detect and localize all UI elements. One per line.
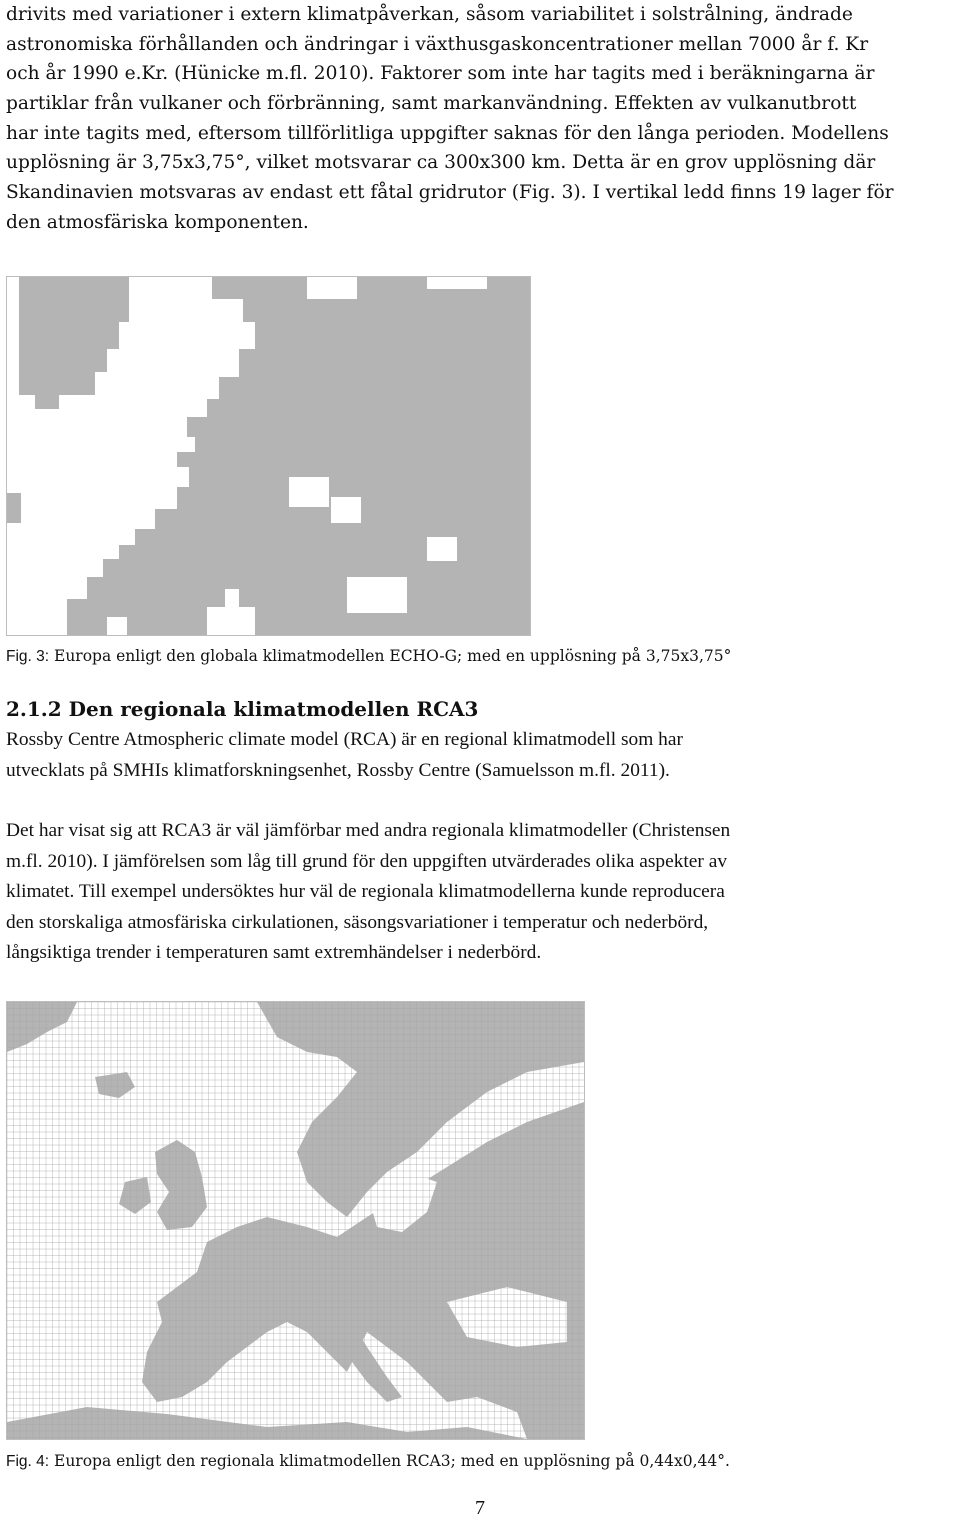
text-line: drivits med variationer i extern klimatpåverkan, såsom variabilitet i solstrålning, ändrade: [6, 4, 853, 25]
text-line: utvecklats på SMHIs klimatforskningsenhet, Rossby Centre (Samuelsson m.fl. 2011).: [6, 759, 670, 781]
text-line: upplösning är 3,75x3,75°, vilket motsvarar ca 300x300 km. Detta är en grov upplösning där: [6, 152, 876, 174]
text-line: Rossby Centre Atmospheric climate model (RCA) är en regional klimatmodell som har: [6, 729, 683, 750]
text-line: Skandinavien motsvaras av endast ett fåtal gridrutor (Fig. 3). I vertikal ledd finns 19 lager för: [6, 182, 894, 204]
text-line: m.fl. 2010). I jämförelsen som låg till grund för den uppgiften utvärderades olika aspekter av: [6, 850, 728, 872]
figure-4-label: Fig. 4:: [6, 1453, 50, 1470]
page-number: 7: [475, 1497, 485, 1519]
text-line: och år 1990 e.Kr. (Hünicke m.fl. 2010). Faktorer som inte har tagits med i beräkningarna är: [6, 63, 875, 85]
text-line: Det har visat sig att RCA3 är väl jämförbar med andra regionala klimatmodeller (Christensen: [6, 820, 731, 841]
text-line: partiklar från vulkaner och förbränning, samt markanvändning. Effekten av vulkanutbrott: [6, 93, 857, 115]
coarse-grid-map-image: [7, 277, 530, 635]
figure-4-caption-text: Europa enligt den regionala klimatmodellen RCA3; med en upplösning på 0,44x0,44°.: [49, 1452, 730, 1470]
figure-3-caption-text: Europa enligt den globala klimatmodellen ECHO-G; med en upplösning på 3,75x3,75°: [49, 647, 732, 665]
text-line: långsiktiga trender i temperaturen samt extremhändelser i nederbörd.: [6, 942, 542, 964]
section-heading: 2.1.2 Den regionala klimatmodellen RCA3: [6, 697, 479, 721]
figure-3-map: [6, 276, 531, 636]
text-line: klimatet. Till exempel undersöktes hur väl de regionala klimatmodellerna kunde reproducera: [6, 881, 725, 903]
text-line: den storskaliga atmosfäriska cirkulationen, säsongsvariationer i temperatur och nederbörd,: [6, 911, 709, 933]
section-paragraph-2: [6, 816, 956, 969]
text-line: har inte tagits med, eftersom tillförlitliga uppgifter saknas för den långa perioden. Modellens: [6, 122, 889, 144]
text-line: den atmosfäriska komponenten.: [6, 211, 309, 233]
section-paragraph-1: [6, 725, 956, 786]
figure-3-caption: [6, 647, 731, 666]
fine-grid-map-image: [7, 1002, 584, 1439]
intro-paragraph: [6, 0, 956, 238]
figure-4-map: [6, 1001, 585, 1440]
text-line: astronomiska förhållanden och ändringar i växthusgaskoncentrationer mellan 7000 år f. Kr: [6, 33, 869, 55]
figure-3-label: Fig. 3:: [6, 648, 50, 665]
figure-4-caption: [6, 1452, 730, 1471]
